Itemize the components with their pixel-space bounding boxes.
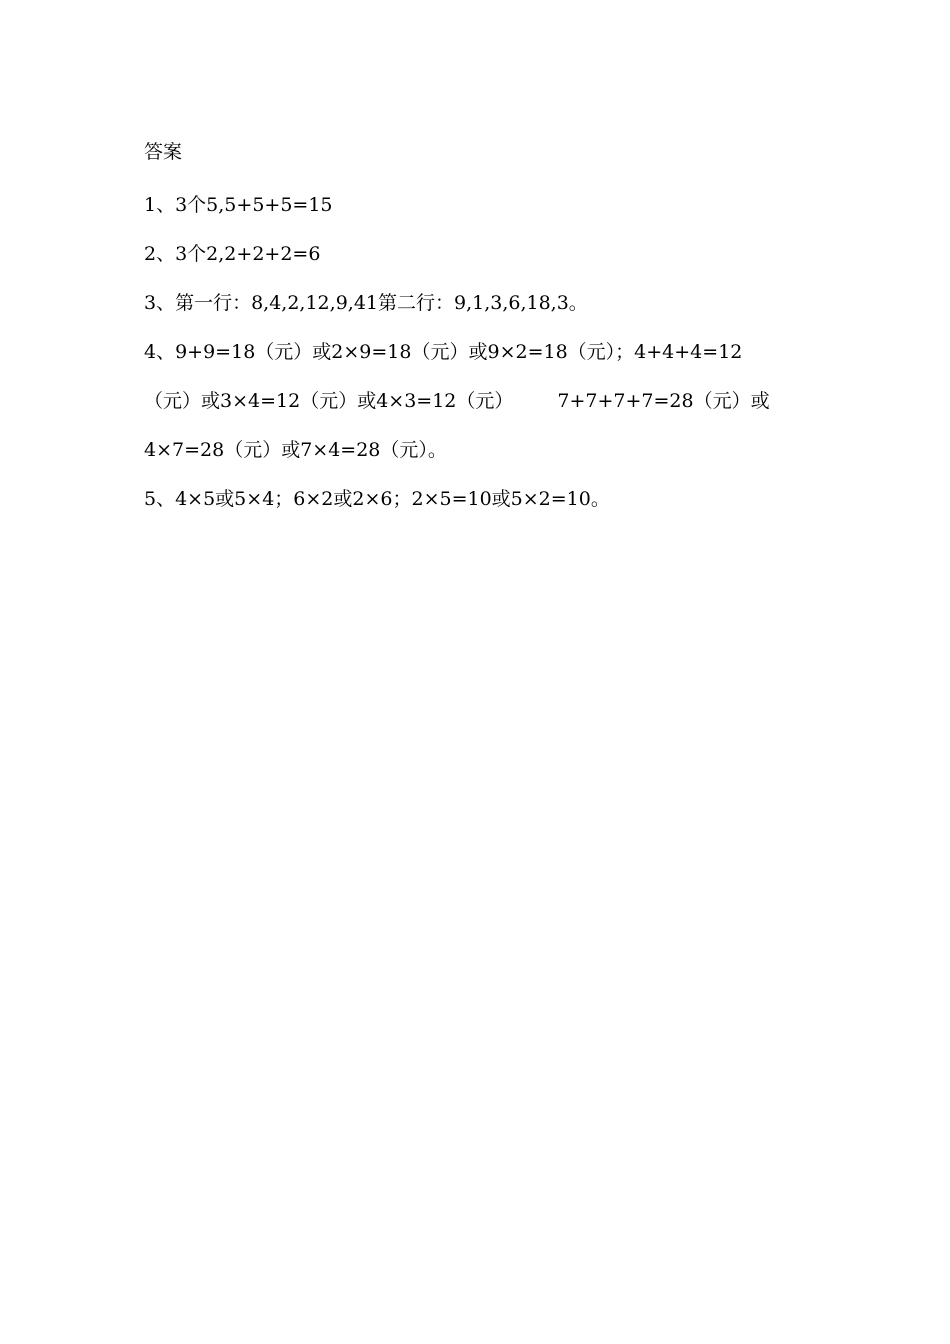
answer-item-1: 1、3个5,5+5+5=15 xyxy=(144,194,333,216)
answer-item-4-line-2 xyxy=(144,377,808,426)
answer-item-4-line-2-part-b: 7+7+7+7=28（元）或 xyxy=(557,390,770,412)
answer-item-3: 3、第一行：8,4,2,12,9,41第二行：9,1,3,6,18,3。 xyxy=(144,292,588,314)
answer-item-2: 2、3个2,2+2+2=6 xyxy=(144,243,321,265)
answer-item-4-line-3: 4×7=28（元）或7×4=28（元）。 xyxy=(144,439,447,461)
answer-content xyxy=(144,132,808,524)
answer-item-4-line-1: 4、9+9=18（元）或2×9=18（元）或9×2=18（元）；4+4+4=12 xyxy=(144,341,743,363)
answer-item-4-line-2-part-a: （元）或3×4=12（元）或4×3=12（元） xyxy=(144,390,514,412)
answer-item-5: 5、4×5或5×4；6×2或2×6；2×5=10或5×2=10。 xyxy=(144,488,610,510)
answer-title: 答案 xyxy=(144,141,183,163)
